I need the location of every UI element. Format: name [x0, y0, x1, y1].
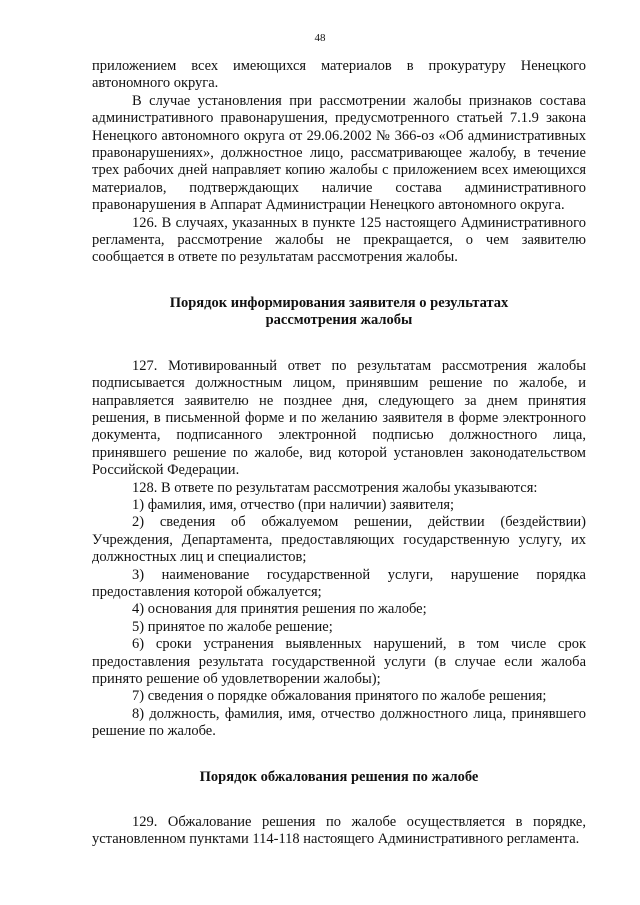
paragraph-127: 127. Мотивированный ответ по результатам рассмотрения жалобы подписывается должностным лицом, принявшим решение по жалобе, и направляется заявителю не позднее дня, следующего за днем принятия решения, в письменной форме и по желанию заявителя в форме электронного документа, подписанного электронной подписью должностного лица, принявшего решение по жалобе, вид которой установлен законодательством Российской Федерации. — [92, 357, 586, 479]
paragraph: В случае установления при рассмотрении жалобы признаков состава административного правонарушения, предусмотренного статьей 7.1.9 закона Ненецкого автономного округа от 29.06.2002 № 366-оз «Об административных правонарушениях», должностное лицо, рассматривающее жалобу, в течение трех рабочих дней направляет копию жалобы с приложением всех имеющихся материалов, подтверждающих наличие состава административного правонарушения в Аппарат Администрации Ненецкого автономного округа. — [92, 92, 586, 214]
list-item: 2) сведения об обжалуемом решении, действии (бездействии) Учреждения, Департамента, предоставляющих государственную услугу, их должностных лиц и специалистов; — [92, 514, 586, 566]
paragraph-128: 128. В ответе по результатам рассмотрения жалобы указываются: — [132, 479, 538, 496]
list-item: 5) принятое по жалобе решение; — [132, 618, 333, 635]
list-item: 7) сведения о порядке обжалования принятого по жалобе решения; — [132, 688, 547, 705]
list-item: 1) фамилия, имя, отчество (при наличии) заявителя; — [132, 496, 455, 513]
page-number: 48 — [314, 32, 326, 44]
heading-line: рассмотрения жалобы — [265, 312, 413, 329]
list-item: 3) наименование государственной услуги, нарушение порядка предоставления которой обжалуется; — [92, 566, 586, 600]
section-heading-appeal — [92, 769, 586, 786]
list-item: 8) должность, фамилия, имя, отчество должностного лица, принявшего решение по жалобе. — [92, 705, 586, 740]
paragraph: приложением всех имеющихся материалов в прокуратуру Ненецкого автономного округа. — [92, 58, 586, 92]
paragraph-129: 129. Обжалование решения по жалобе осуществляется в порядке, установленном пунктами 114-118 настоящего Административного регламента. — [92, 814, 586, 848]
document-body — [92, 58, 586, 849]
heading-line: Порядок информирования заявителя о результатах — [169, 294, 509, 311]
list-item: 4) основания для принятия решения по жалобе; — [132, 601, 427, 618]
list-item: 6) сроки устранения выявленных нарушений, в том числе срок предоставления результата государственной услуги (в случае если жалоба принято решение об удовлетворении жалобы); — [92, 636, 586, 687]
section-heading-informing — [92, 295, 586, 330]
paragraph-126: 126. В случаях, указанных в пункте 125 настоящего Административного регламента, рассмотрение жалобы не прекращается, о чем заявителю сообщается в ответе по результатам рассмотрения жалобы. — [92, 214, 586, 266]
heading-line: Порядок обжалования решения по жалобе — [199, 768, 479, 785]
